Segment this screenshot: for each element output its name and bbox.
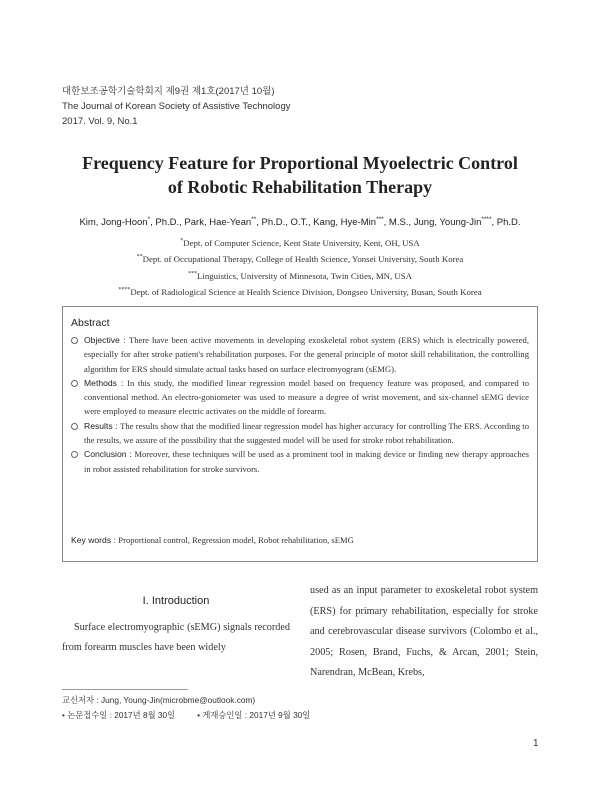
paper-title xyxy=(40,151,560,199)
circle-bullet-icon xyxy=(71,423,78,430)
author-name: Jung, Young-Jin xyxy=(413,217,482,229)
abstract-text: There have been active movements in developing exoskeletal robot system (ERS) which is electrically powered, especially for after stroke patient's rehabilitation purposes. For the general principle of motor skill rehabilitation, the controlling algorithm for ERS should simulate actual tasks based on surface electromyogram (sEMG). xyxy=(84,335,529,374)
introduction-paragraph: Surface electromyographic (sEMG) signals recorded from forearm muscles have been widely xyxy=(62,622,290,653)
author-list xyxy=(20,216,580,228)
author-mark: ** xyxy=(251,216,257,223)
author-name: Kang, Hye-Min xyxy=(313,217,377,229)
affiliation-text: Dept. of Computer Science, Kent State University, Kent, OH, USA xyxy=(183,237,420,248)
journal-name-korean: 대한보조공학기술학회지 제9권 제1호(2017년 10월) xyxy=(62,86,275,97)
author-degree: , Ph.D., xyxy=(150,217,185,229)
footnotes xyxy=(62,693,310,723)
circle-bullet-icon xyxy=(71,380,78,387)
title-line-1: Frequency Feature for Proportional Myoelectric Control xyxy=(82,153,518,173)
affiliation xyxy=(20,234,580,250)
affiliation xyxy=(20,267,580,283)
affiliation xyxy=(20,283,580,299)
journal-name-english: The Journal of Korean Society of Assistive Technology xyxy=(62,101,291,112)
abstract-label: Methods : xyxy=(84,377,128,388)
received-date: • 논문접수일 : 2017년 8월 30일 xyxy=(62,710,176,720)
author-mark: * xyxy=(147,216,151,223)
submission-dates xyxy=(62,708,310,723)
footnote-divider xyxy=(62,689,188,690)
keywords xyxy=(71,535,354,545)
affiliation-text: Dept. of Radiological Science at Health Science Division, Dongseo University, Busan, South Korea xyxy=(130,287,482,298)
abstract-text: Moreover, these techniques will be used as a prominent tool in making device or finding new therapy approaches in robot assisted rehabilitation for stroke survivors. xyxy=(84,449,530,474)
affiliation-mark: *** xyxy=(188,270,197,277)
abstract-text: In this study, the modified linear regression model based on frequency feature was proposed, and compared to conventional method. An electro-goniometer was used to measure a degree of wrist movement, and six-channel sEMG device were employed to measure electric activates on the middle of forearm. xyxy=(84,377,530,417)
accepted-date: • 게재승인일 : 2017년 9월 30일 xyxy=(197,710,311,720)
corresponding-author: 교신저자 : Jung, Young-Jin(microbme@outlook.com) xyxy=(62,695,256,705)
left-column xyxy=(62,580,290,658)
keywords-label: Key words : xyxy=(71,535,119,545)
circle-bullet-icon xyxy=(71,451,78,458)
abstract-label: Results : xyxy=(84,420,121,431)
affiliation-mark: * xyxy=(180,238,184,244)
author-degree: , M.S., xyxy=(383,217,414,229)
author-mark: *** xyxy=(376,216,384,223)
affiliation-mark: **** xyxy=(118,287,131,294)
abstract-heading: Abstract xyxy=(71,317,110,329)
abstract-label: Conclusion : xyxy=(84,449,135,460)
abstract-label: Objective : xyxy=(84,335,129,345)
abstract-methods xyxy=(71,376,529,419)
affiliation xyxy=(20,250,580,266)
author-degree: , Ph.D., O.T., xyxy=(256,217,314,229)
title-line-2: of Robotic Rehabilitation Therapy xyxy=(167,177,433,197)
keywords-text: Proportional control, Regression model, Robot rehabilitation, sEMG xyxy=(118,535,354,545)
affiliation-list xyxy=(20,234,580,300)
affiliation-text: Linguistics, University of Minnesota, Twin Cities, MN, USA xyxy=(197,270,412,281)
journal-header xyxy=(62,84,290,129)
author-name: Park, Hae-Yean xyxy=(184,217,252,229)
affiliation-mark: ** xyxy=(136,254,143,261)
author-name: Kim, Jong-Hoon xyxy=(79,217,148,229)
abstract-items xyxy=(71,333,529,476)
circle-bullet-icon xyxy=(71,337,78,344)
affiliation-text: Dept. of Occupational Therapy, College of Health Science, Yonsei University, South Korea xyxy=(142,254,464,265)
page-number: 1 xyxy=(533,738,539,749)
abstract-text: The results show that the modified linear regression model has higher accuracy for controlling The ERS. According to the results, we assure of the possibility that the suggested model will be used for stroke robot rehabilitation. xyxy=(84,420,529,446)
abstract-objective xyxy=(71,333,529,376)
abstract-conclusion xyxy=(71,447,529,476)
right-column-text: used as an input parameter to exoskeletal robot system (ERS) for primary rehabilitation, especially for stroke and cerebrovascular disease survivors (Colombo et al., 2005; Rosen, Brand, Fuchs, & Arcan, 2001; Stein, Narendran, McBean, Krebs, xyxy=(310,585,538,678)
author-degree: , Ph.D. xyxy=(491,217,521,229)
abstract-box xyxy=(62,306,538,562)
abstract-results xyxy=(71,419,529,448)
introduction-heading: I. Introduction xyxy=(142,595,210,607)
author-mark: **** xyxy=(481,216,492,223)
journal-volume: 2017. Vol. 9, No.1 xyxy=(62,116,138,127)
